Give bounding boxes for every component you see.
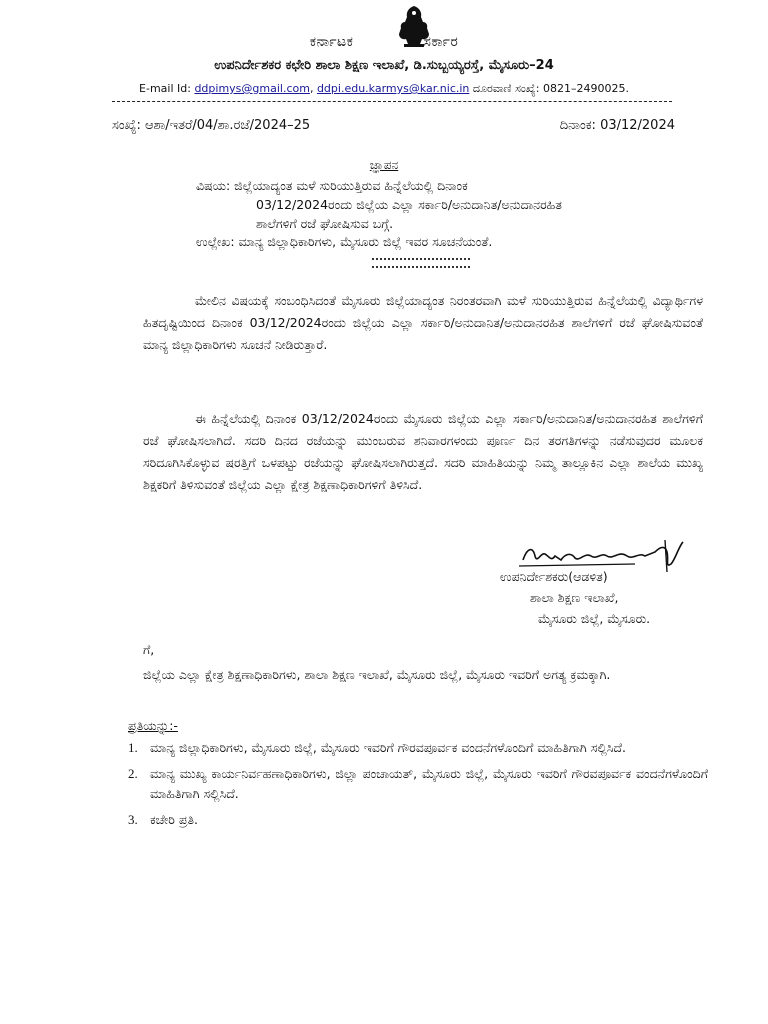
recipient-label: ಗೆ, [143,642,155,657]
subject-line: ಶಾಲೆಗಳಿಗೆ ರಜೆ ಘೋಷಿಸುವ ಬಗ್ಗೆ. [256,216,394,231]
email-separator: , [309,82,317,95]
list-item [128,764,708,804]
list-item-text: ಕಚೇರಿ ಪ್ರತಿ. [150,812,198,827]
state-name-left: ಕರ್ನಾಟಕ [309,34,354,50]
list-item-text: ಮಾನ್ಯ ಮುಖ್ಯ ಕಾರ್ಯನಿರ್ವಹಣಾಧಿಕಾರಿಗಳು, ಜಿಲ್ಲಾ ಪಂಚಾಯತ್, ಮೈಸೂರು ಜಿಲ್ಲೆ, ಮೈಸೂರು ಇವರಿಗೆ ಗೌರವಪೂರ್ವಕ ವಂದನೆಗಳೊಂದಿಗೆ ಮಾಹಿತಿಗಾಗಿ ಸಲ್ಲಿಸಿದೆ. [150,766,708,801]
government-title [0,34,768,50]
reference-note: ಉಲ್ಲೇಖ: ಮಾನ್ಯ ಜಿಲ್ಲಾಧಿಕಾರಿಗಳು, ಮೈಸೂರು ಜಿಲ್ಲೆ ಇವರ ಸೂಚನೆಯಂತೆ. [196,234,493,249]
reference-row [112,118,675,133]
contact-line [0,82,768,96]
signatory-designation: ಉಪನಿರ್ದೇಶಕರು(ಆಡಳಿತ) [500,569,608,584]
notice-title: ಜ್ಞಾಪನ [369,158,399,172]
email-link-primary[interactable]: ddpimys@gmail.com [194,82,310,95]
list-item [128,738,708,758]
signatory-department: ಶಾಲಾ ಶಿಕ್ಷಣ ಇಲಾಖೆ, [530,590,619,605]
recipient-text: ಜಿಲ್ಲೆಯ ಎಲ್ಲಾ ಕ್ಷೇತ್ರ ಶಿಕ್ಷಣಾಧಿಕಾರಿಗಳು, ಶಾಲಾ ಶಿಕ್ಷಣ ಇಲಾಖೆ, ಮೈಸೂರು ಜಿಲ್ಲೆ, ಮೈಸೂರು ಇವರಿಗೆ ಅಗತ್ಯ ಕ್ರಮಕ್ಕಾಗಿ. [143,667,611,682]
subject-line: ವಿಷಯ: ಜಿಲ್ಲೆಯಾದ್ಯಂತ ಮಳೆ ಸುರಿಯುತ್ತಿರುವ ಹಿನ್ನೆಲೆಯಲ್ಲಿ ದಿನಾಂಕ [196,178,468,193]
list-item-text: ಮಾನ್ಯ ಜಿಲ್ಲಾಧಿಕಾರಿಗಳು, ಮೈಸೂರು ಜಿಲ್ಲೆ, ಮೈಸೂರು ಇವರಿಗೆ ಗೌರವಪೂರ್ವಕ ವಂದನೆಗಳೊಂದಿಗೆ ಮಾಹಿತಿಗಾಗಿ ಸಲ್ಲಿಸಿದೆ. [150,740,627,755]
subject-block [196,176,686,233]
office-address: ಉಪನಿರ್ದೇಶಕರ ಕಛೇರಿ ಶಾಲಾ ಶಿಕ್ಷಣ ಇಲಾಖೆ, ಡಿ.ಸುಬ್ಬಯ್ಯರಸ್ತೆ, ಮೈಸೂರು–24 [214,58,554,73]
subject-line: 03/12/2024ರಂದು ಜಿಲ್ಲೆಯ ಎಲ್ಲಾ ಸರ್ಕಾರಿ/ಅನುದಾನಿತ/ಅನುದಾನರಹಿತ [256,197,562,212]
body-paragraph: ಮೇಲಿನ ವಿಷಯಕ್ಕೆ ಸಂಬಂಧಿಸಿದಂತೆ ಮೈಸೂರು ಜಿಲ್ಲೆಯಾದ್ಯಂತ ನಿರಂತರವಾಗಿ ಮಳೆ ಸುರಿಯುತ್ತಿರುವ ಹಿನ್ನೆಲೆಯಲ್ಲಿ ವಿದ್ಯಾರ್ಥಿಗಳ ಹಿತದೃಷ್ಟಿಯಿಂದ ದಿನಾಂಕ 03/12/2024ರಂದು ಜಿಲ್ಲೆಯ ಎಲ್ಲಾ ಸರ್ಕಾರಿ/ಅನುದಾನಿತ/ಅನುದಾನರಹಿತ ಶಾಲೆಗಳಿಗೆ ರಜೆ ಘೋಷಿಸುವಂತೆ ಮಾನ್ಯ ಜಿಲ್ಲಾಧಿಕಾರಿಗಳು ಸೂಚನೆ ನೀಡಿರುತ್ತಾರೆ. [143,293,703,352]
list-item-number: 2. [128,766,138,781]
list-item-number: 1. [128,740,138,755]
list-item [128,810,708,830]
copies-list [128,738,708,836]
email-label: E-mail Id: [139,82,195,95]
signatory-block [500,566,720,629]
email-link-secondary[interactable]: ddpi.edu.karmys@kar.nic.in [316,82,470,95]
state-name-right: ಸರ್ಕಾರ [423,34,459,50]
reference-date: ದಿನಾಂಕ: 03/12/2024 [559,118,675,133]
reference-number: ಸಂಖ್ಯೆ: ಆಶಾ/ಇತರೆ/04/ಶಾ.ರಜೆ/2024–25 [112,118,311,133]
section-divider [372,258,470,268]
body-paragraph: ಈ ಹಿನ್ನೆಲೆಯಲ್ಲಿ ದಿನಾಂಕ 03/12/2024ರಂದು ಮೈಸೂರು ಜಿಲ್ಲೆಯ ಎಲ್ಲಾ ಸರ್ಕಾರಿ/ಅನುದಾನಿತ/ಅನುದಾನರಹಿತ ಶಾಲೆಗಳಿಗೆ ರಜೆ ಘೋಷಿಸಲಾಗಿದೆ. ಸದರಿ ದಿನದ ರಜೆಯನ್ನು ಮುಂಬರುವ ಶನಿವಾರಗಳಂದು ಪೂರ್ಣ ದಿನ ತರಗತಿಗಳನ್ನು ನಡೆಸುವುದರ ಮೂಲಕ ಸರಿದೂಗಿಸಿಕೊಳ್ಳುವ ಷರತ್ತಿಗೆ ಒಳಪಟ್ಟು ರಜೆಯನ್ನು ಘೋಷಿಸಲಾಗಿರುತ್ತದೆ. ಸದರಿ ಮಾಹಿತಿಯನ್ನು ನಿಮ್ಮ ತಾಲ್ಲೂಕಿನ ಎಲ್ಲಾ ಶಾಲೆಯ ಮುಖ್ಯ ಶಿಕ್ಷಕರಿಗೆ ತಿಳಿಸುವಂತೆ ಜಿಲ್ಲೆಯ ಎಲ್ಲಾ ಕ್ಷೇತ್ರ ಶಿಕ್ಷಣಾಧಿಕಾರಿಗಳಿಗೆ ತಿಳಿಸಿದೆ. [143,411,703,492]
header-divider [112,101,672,102]
phone-number: ದೂರವಾಣಿ ಸಂಖ್ಯೆ: 0821–2490025. [469,82,629,95]
list-item-number: 3. [128,812,138,827]
signatory-location: ಮೈಸೂರು ಜಿಲ್ಲೆ, ಮೈಸೂರು. [538,611,651,626]
copies-label: ಪ್ರತಿಯನ್ನು:- [128,718,178,733]
